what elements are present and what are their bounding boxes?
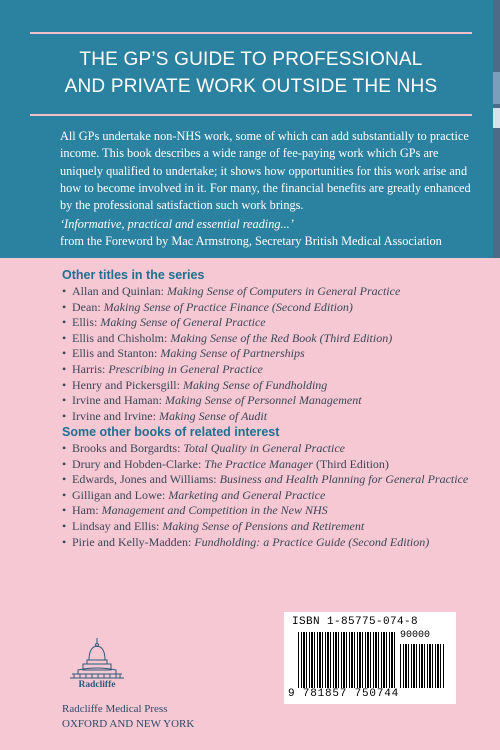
bullet-icon: • [62, 299, 67, 314]
barcode-bar [306, 632, 307, 688]
related-item [62, 503, 482, 519]
series-item [62, 393, 482, 409]
bullet-icon: • [62, 330, 67, 345]
barcode-bar [440, 644, 441, 688]
book-description: All GPs undertake non-NHS work, some of which can add substantially to practice income. This book describes a wide range of fee-paying work which GPs are uniquely qualified to undertake; it shows how opportunities for this work arise and how to become involved in it. For many, the financial benefits are greatly enhanced by the professional satisfaction such work brings. [60, 129, 471, 213]
series-list [62, 284, 482, 424]
barcode-bar [367, 632, 369, 688]
quote-text: ‘Informative, practical and essential reading...’ [60, 217, 294, 231]
series-item [62, 315, 482, 331]
bullet-icon: • [62, 487, 67, 502]
barcode-bar [432, 644, 433, 688]
bullet-icon: • [62, 503, 67, 518]
bullet-icon: • [62, 393, 67, 408]
barcode-bar [317, 632, 318, 688]
header-panel [0, 0, 500, 258]
barcode-bar [373, 632, 374, 688]
book-title-line-2: AND PRIVATE WORK OUTSIDE THE NHS [64, 76, 438, 97]
ean-digits: 9 781857 750744 [288, 688, 400, 700]
barcode-bar [400, 644, 401, 688]
barcode-bar [309, 632, 310, 688]
book-title-italic: Making Sense of the Red Book (Third Edition) [170, 330, 393, 345]
quote-source: from the Foreword by Mac Armstrong, Secretary British Medical Association [60, 234, 442, 248]
book-author: Irvine and Haman: [72, 393, 165, 408]
book-author: Drury and Hobden-Clarke: [72, 456, 205, 471]
barcode-bar [322, 632, 323, 688]
barcode-panel [284, 612, 456, 704]
barcode-bar [365, 632, 366, 688]
barcode-bar [408, 644, 409, 688]
bullet-icon: • [62, 315, 67, 330]
related-item [62, 488, 482, 504]
book-title-italic: Prescribing in General Practice [108, 361, 263, 376]
price-code: 90000 [400, 630, 431, 641]
related-item [62, 535, 482, 551]
foreword-quote [60, 216, 480, 250]
barcode-bar [346, 632, 347, 688]
series-item [62, 409, 482, 425]
related-heading: Some other books of related interest [62, 425, 280, 439]
related-item [62, 519, 482, 535]
book-author: Harris: [72, 361, 109, 376]
barcode-bar [354, 632, 355, 688]
logo-wordmark: Radcliffe [78, 680, 116, 690]
barcode-bar [349, 632, 350, 688]
series-item [62, 284, 482, 300]
bullet-icon: • [62, 518, 67, 533]
barcode-bar [333, 632, 334, 688]
barcode-bar [443, 644, 444, 688]
book-title-italic: Making Sense of Computers in General Practice [166, 284, 401, 298]
barcode-bar [394, 632, 395, 688]
ean-barcode [298, 632, 396, 688]
series-item [62, 346, 482, 362]
book-title [30, 34, 472, 100]
barcode-bar [429, 644, 431, 688]
spine-edge [493, 0, 500, 258]
barcode-bar [378, 632, 379, 688]
barcode-bar [421, 644, 423, 688]
spine-edge-mark [493, 108, 500, 128]
barcode-bar [413, 644, 415, 688]
book-title-italic: Fundholding: a Practice Guide (Second Edition) [194, 534, 430, 549]
bullet-icon: • [62, 377, 67, 392]
book-author: Gilligan and Lowe: [72, 487, 169, 502]
book-author: Brooks and Borgardts: [72, 441, 184, 455]
barcode-bar [427, 644, 428, 688]
book-author: Ellis: [72, 315, 101, 330]
barcode-bar [370, 632, 371, 688]
book-title-italic: Making Sense of Fundholding [182, 377, 328, 392]
book-title-italic: Marketing and General Practice [168, 487, 326, 502]
book-title-italic: Making Sense of Practice Finance (Second Edition) [103, 299, 353, 314]
barcode-bar [314, 632, 315, 688]
barcode-bar [362, 632, 363, 688]
isbn-label: ISBN 1-85775-074-8 [292, 616, 419, 628]
book-title-italic: Making Sense of Audit [158, 408, 268, 423]
related-item [62, 457, 482, 473]
book-title-italic: Making Sense of General Practice [100, 315, 266, 330]
barcode-bar [386, 632, 387, 688]
series-item [62, 300, 482, 316]
series-item [62, 362, 482, 378]
barcode-bar [311, 632, 313, 688]
barcode-bar [403, 644, 404, 688]
barcode-bar [383, 632, 385, 688]
barcode-bar [416, 644, 417, 688]
book-author: Irvine and Irvine: [72, 408, 159, 423]
barcode-bar [359, 632, 361, 688]
book-author: Edwards, Jones and Williams: [72, 472, 220, 487]
book-title-italic: Making Sense of Partnerships [160, 346, 305, 361]
barcode-bar [319, 632, 321, 688]
radcliffe-logo-icon [66, 636, 128, 702]
bullet-icon: • [62, 284, 67, 298]
bullet-icon: • [62, 346, 67, 361]
publisher-info [62, 702, 194, 732]
barcode-bar [343, 632, 345, 688]
barcode-bar [435, 644, 436, 688]
book-author: Pirie and Kelly-Madden: [72, 534, 195, 549]
book-title-italic: Making Sense of Pensions and Retirement [162, 518, 365, 533]
book-title-italic: Business and Health Planning for General Practice [219, 472, 469, 487]
related-item [62, 472, 482, 488]
book-title-italic: Total Quality in General Practice [183, 441, 345, 455]
book-author: Henry and Pickersgill: [72, 377, 183, 392]
book-title-line-1: THE GP’S GUIDE TO PROFESSIONAL [79, 49, 423, 70]
spine-edge-mark [493, 72, 500, 104]
barcode-bar [437, 644, 439, 688]
book-title-italic: Making Sense of Personnel Management [164, 393, 362, 408]
bullet-icon: • [62, 408, 67, 423]
barcode-bar [301, 632, 302, 688]
series-heading: Other titles in the series [62, 268, 205, 282]
series-item [62, 331, 482, 347]
series-item [62, 378, 482, 394]
supplement-barcode [400, 644, 446, 688]
barcode-bar [405, 644, 407, 688]
bullet-icon: • [62, 441, 67, 455]
barcode-bar [327, 632, 329, 688]
book-author: Dean: [72, 299, 104, 314]
barcode-bar [424, 644, 425, 688]
bullet-icon: • [62, 472, 67, 487]
barcode-bar [330, 632, 331, 688]
related-item [62, 441, 482, 457]
book-author: Allan and Quinlan: [72, 284, 167, 298]
barcode-bar [338, 632, 339, 688]
barcode-bar [341, 632, 342, 688]
barcode-bar [419, 644, 420, 688]
publisher-cities: OXFORD AND NEW YORK [62, 718, 195, 730]
title-box [30, 32, 472, 116]
book-author: Ellis and Chisholm: [72, 330, 171, 345]
book-title-italic: The Practice Manager [204, 456, 313, 471]
bullet-icon: • [62, 361, 67, 376]
bullet-icon: • [62, 456, 67, 471]
barcode-bar [303, 632, 305, 688]
related-list [62, 441, 482, 550]
barcode-bar [335, 632, 337, 688]
book-title-italic: Management and Competition in the New NHS [101, 503, 328, 518]
barcode-bar [389, 632, 390, 688]
book-author: Ellis and Stanton: [72, 346, 161, 361]
barcode-bar [381, 632, 382, 688]
bullet-icon: • [62, 534, 67, 549]
barcode-bar [351, 632, 353, 688]
book-edition: (Third Edition) [312, 456, 389, 471]
barcode-bar [357, 632, 358, 688]
publisher-name: Radcliffe Medical Press [62, 703, 168, 715]
book-author: Lindsay and Ellis: [72, 518, 163, 533]
barcode-bar [391, 632, 393, 688]
barcode-bar [411, 644, 412, 688]
barcode-bar [325, 632, 326, 688]
barcode-bar [375, 632, 377, 688]
book-author: Ham: [72, 503, 102, 518]
barcode-bar [298, 632, 299, 688]
